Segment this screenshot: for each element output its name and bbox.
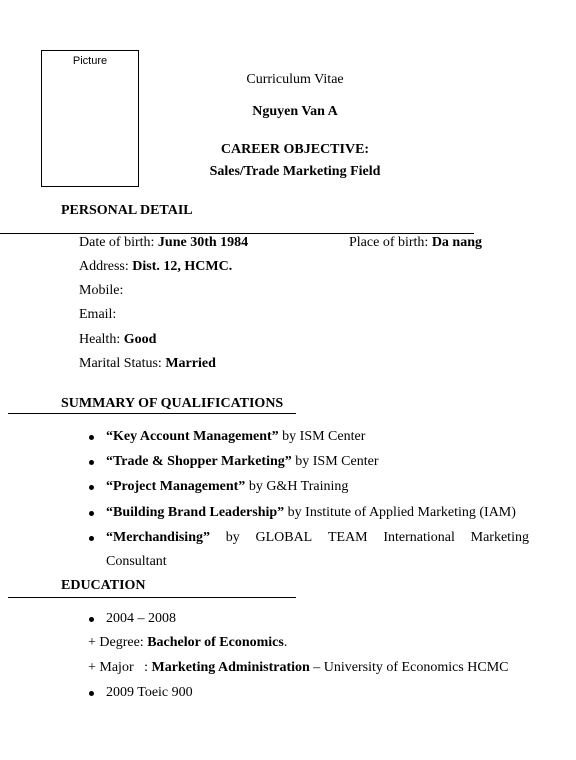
bullet-icon bbox=[89, 435, 94, 440]
dob-label: Date of birth: bbox=[79, 235, 158, 250]
degree-label: + Degree: bbox=[88, 635, 148, 650]
qualification-provider: by ISM Center bbox=[291, 454, 379, 469]
qualification-word: Marketing bbox=[470, 530, 529, 545]
qualifications-heading: SUMMARY OF QUALIFICATIONS bbox=[61, 396, 284, 411]
bullet-icon bbox=[89, 691, 94, 696]
doc-title: Curriculum Vitae bbox=[246, 72, 344, 87]
qualifications-rule bbox=[8, 413, 296, 414]
health-label: Health: bbox=[79, 332, 124, 347]
pob-line bbox=[349, 235, 482, 251]
qualification-continuation: Consultant bbox=[106, 554, 167, 569]
marital-label: Marital Status: bbox=[79, 356, 166, 371]
degree-end: . bbox=[283, 635, 288, 650]
personal-detail-rule bbox=[0, 233, 474, 234]
photo-placeholder bbox=[41, 50, 139, 187]
major-label: + Major : bbox=[88, 660, 152, 675]
qualification-word: TEAM bbox=[327, 530, 368, 545]
education-rule bbox=[8, 597, 296, 598]
qualification-item bbox=[106, 530, 529, 546]
address-value: Dist. 12, HCMC. bbox=[132, 259, 233, 274]
bullet-icon bbox=[89, 460, 94, 465]
qualification-provider: by ISM Center bbox=[278, 429, 366, 444]
qualification-item bbox=[106, 429, 365, 445]
degree-line bbox=[88, 635, 287, 651]
career-objective-heading: CAREER OBJECTIVE: bbox=[220, 142, 370, 157]
dob-value: June 30th 1984 bbox=[157, 235, 249, 250]
marital-value: Married bbox=[165, 356, 216, 371]
degree-value: Bachelor of Economics bbox=[147, 635, 284, 650]
qualification-word: GLOBAL bbox=[255, 530, 313, 545]
photo-label: Picture bbox=[72, 55, 108, 67]
bullet-icon bbox=[89, 617, 94, 622]
address-label: Address: bbox=[79, 259, 133, 274]
qualification-word: by bbox=[225, 530, 240, 545]
qualification-title: “Key Account Management” bbox=[106, 429, 279, 444]
qualification-title: “Project Management” bbox=[106, 479, 246, 494]
qualification-provider: by Institute of Applied Marketing (IAM) bbox=[284, 505, 516, 520]
qualification-title: “Trade & Shopper Marketing” bbox=[106, 454, 292, 469]
career-objective-field: Sales/Trade Marketing Field bbox=[209, 164, 381, 179]
qualification-title: “Building Brand Leadership” bbox=[106, 505, 285, 520]
bullet-icon bbox=[89, 485, 94, 490]
qualification-provider: by G&H Training bbox=[245, 479, 349, 494]
qualification-title: “Merchandising” bbox=[106, 530, 210, 545]
email-label: Email: bbox=[79, 307, 117, 322]
major-value: Marketing Administration bbox=[151, 660, 310, 675]
education-years: 2004 – 2008 bbox=[106, 611, 176, 626]
bullet-icon bbox=[89, 511, 94, 516]
pob-value: Da nang bbox=[431, 235, 482, 250]
personal-detail-heading: PERSONAL DETAIL bbox=[61, 203, 193, 218]
toeic-line: 2009 Toeic 900 bbox=[106, 685, 193, 700]
marital-line bbox=[79, 356, 216, 372]
dob-line bbox=[79, 235, 248, 251]
bullet-icon bbox=[89, 536, 94, 541]
major-line bbox=[88, 660, 509, 676]
health-value: Good bbox=[123, 332, 157, 347]
qualification-item bbox=[106, 505, 516, 521]
health-line bbox=[79, 332, 156, 348]
pob-label: Place of birth: bbox=[349, 235, 432, 250]
qualification-item bbox=[106, 454, 378, 470]
address-line bbox=[79, 259, 232, 275]
major-rest: – University of Economics HCMC bbox=[309, 660, 509, 675]
candidate-name: Nguyen Van A bbox=[252, 104, 338, 119]
education-heading: EDUCATION bbox=[61, 578, 146, 593]
qualification-word: International bbox=[383, 530, 455, 545]
mobile-label: Mobile: bbox=[79, 283, 124, 298]
qualification-item bbox=[106, 479, 348, 495]
